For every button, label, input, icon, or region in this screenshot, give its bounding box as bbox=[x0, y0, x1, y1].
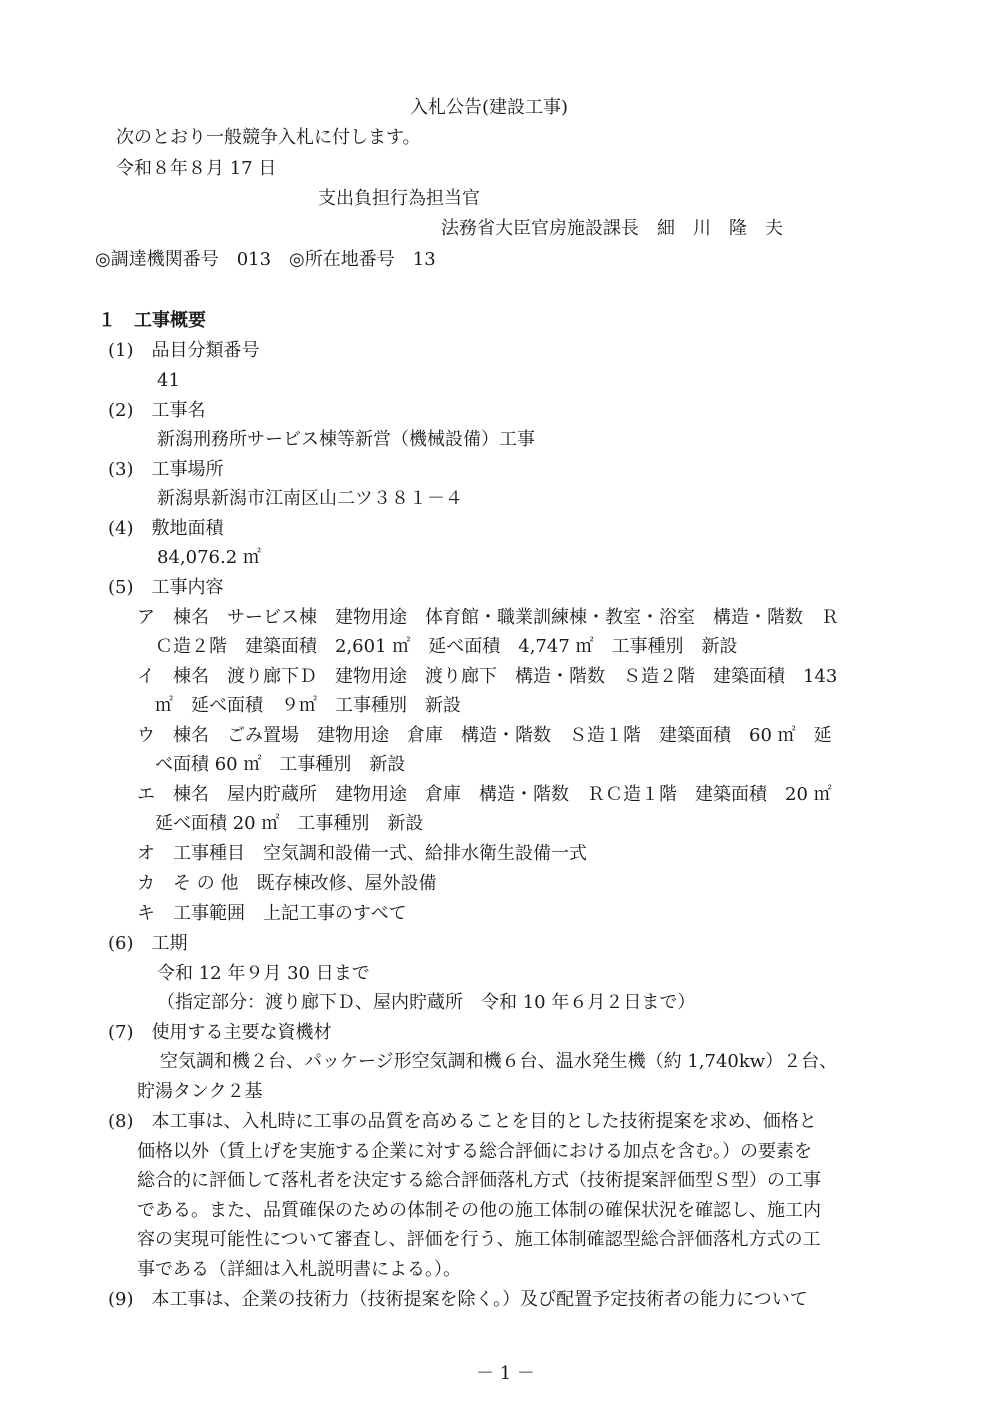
item-value: 新潟刑務所サービス棟等新営（機械設備）工事 bbox=[157, 429, 535, 450]
list-item: 延べ面積 20 ㎡ 工事種別 新設 bbox=[155, 813, 424, 834]
paragraph-line: 総合的に評価して落札者を決定する総合評価落札方式（技術提案評価型Ｓ型）の工事 bbox=[137, 1170, 821, 1191]
list-item: ㎡ 延べ面積 ９㎡ 工事種別 新設 bbox=[155, 695, 461, 716]
list-item: ウ 棟名 ごみ置場 建物用途 倉庫 構造・階数 Ｓ造１階 建築面積 60 ㎡ 延 bbox=[137, 725, 832, 746]
item-label: (2) 工事名 bbox=[108, 400, 206, 421]
officer-title: 支出負担行為担当官 bbox=[318, 188, 480, 209]
item-label: (5) 工事内容 bbox=[108, 577, 224, 598]
paragraph-line: 事である（詳細は入札説明書による。）。 bbox=[137, 1259, 461, 1280]
list-item: イ 棟名 渡り廊下Ｄ 建物用途 渡り廊下 構造・階数 Ｓ造２階 建築面積 143 bbox=[137, 666, 838, 687]
item-value: 空気調和機２台、パッケージ形空気調和機６台、温水発生機（約 1,740kw）２台、 bbox=[160, 1051, 838, 1072]
paragraph-line: 価格以外（賃上げを実施する企業に対する総合評価における加点を含む。）の要素を bbox=[137, 1141, 812, 1162]
item-label: (3) 工事場所 bbox=[108, 459, 224, 480]
list-item: べ面積 60 ㎡ 工事種別 新設 bbox=[155, 754, 406, 775]
item-value: 貯湯タンク２基 bbox=[137, 1081, 263, 1102]
item-label: (1) 品目分類番号 bbox=[108, 340, 260, 361]
officer-name: 法務省大臣官房施設課長 細 川 隆 夫 bbox=[441, 218, 783, 239]
list-item: オ 工事種目 空気調和設備一式、給排水衛生設備一式 bbox=[137, 843, 587, 864]
document-title: 入札公告(建設工事) bbox=[410, 97, 569, 118]
item-value: 令和 12 年９月 30 日まで bbox=[157, 963, 370, 984]
list-item: エ 棟名 屋内貯蔵所 建物用途 倉庫 構造・階数 ＲＣ造１階 建築面積 20 ㎡ bbox=[137, 784, 832, 805]
item-value: 41 bbox=[157, 370, 180, 391]
list-item: Ｃ造２階 建築面積 2,601 ㎡ 延べ面積 4,747 ㎡ 工事種別 新設 bbox=[155, 636, 738, 657]
paragraph-line: (9) 本工事は、企業の技術力（技術提案を除く。）及び配置予定技術者の能力について bbox=[108, 1289, 808, 1310]
list-item: キ 工事範囲 上記工事のすべて bbox=[137, 903, 407, 924]
intro-text: 次のとおり一般競争入札に付します。 bbox=[116, 127, 421, 148]
item-label: (6) 工期 bbox=[108, 933, 188, 954]
paragraph-line: (8) 本工事は、入札時に工事の品質を高めることを目的とした技術提案を求め、価格と bbox=[108, 1111, 817, 1132]
notice-date: 令和８年８月 17 日 bbox=[116, 158, 277, 179]
list-item: ア 棟名 サービス棟 建物用途 体育館・職業訓練棟・教室・浴室 構造・階数 Ｒ bbox=[137, 607, 839, 628]
item-label: (7) 使用する主要な資機材 bbox=[108, 1022, 332, 1043]
page-number: － 1 － bbox=[476, 1363, 535, 1384]
item-value: 84,076.2 ㎡ bbox=[157, 547, 261, 568]
item-note: （指定部分：渡り廊下Ｄ、屋内貯蔵所 令和 10 年６月２日まで） bbox=[157, 992, 696, 1013]
list-item: カ そ の 他 既存棟改修、屋外設備 bbox=[137, 873, 437, 894]
paragraph-line: 容の実現可能性について審査し、評価を行う、施工体制確認型総合評価落札方式の工 bbox=[137, 1229, 821, 1250]
paragraph-line: である。また、品質確保のための体制その他の施工体制の確保状況を確認し、施工内 bbox=[137, 1200, 821, 1221]
agency-codes: ◎調達機関番号 013 ◎所在地番号 13 bbox=[95, 249, 436, 270]
section-heading: １ 工事概要 bbox=[98, 310, 206, 331]
item-value: 新潟県新潟市江南区山二ツ３８１－４ bbox=[157, 488, 463, 509]
item-label: (4) 敷地面積 bbox=[108, 518, 224, 539]
